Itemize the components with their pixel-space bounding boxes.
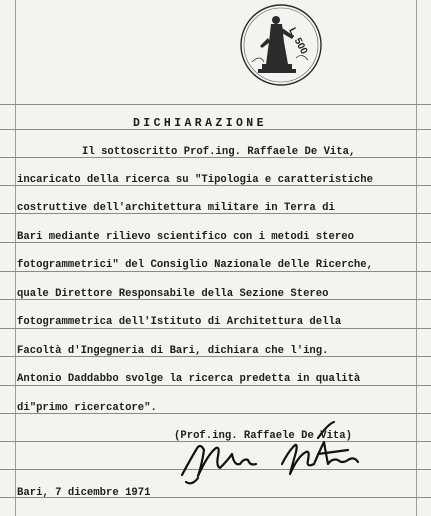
body-line: incaricato della ricerca su "Tipologia e caratteristiche — [17, 174, 374, 186]
body-line: quale Direttore Responsabile della Sezione Stereo — [17, 288, 329, 300]
document-title: DICHIARAZIONE — [133, 117, 267, 130]
body-line: Antonio Daddabbo svolge la ricerca predetta in qualità — [17, 373, 361, 385]
ruled-line — [0, 328, 431, 329]
body-line: Il sottoscritto Prof.ing. Raffaele De Vita, — [82, 146, 356, 158]
ruled-line — [0, 385, 431, 386]
margin-rule-left — [15, 0, 16, 516]
body-line: fotogrammetrica dell'Istituto di Architettura della — [17, 316, 342, 328]
signer-name: (Prof.ing. Raffaele De Vita) — [174, 430, 353, 442]
place-date: Bari, 7 dicembre 1971 — [17, 487, 151, 499]
body-line: Facoltà d'Ingegneria di Bari, dichiara che l'ing. — [17, 345, 329, 357]
body-line: fotogrammetrici" del Consiglio Nazionale delle Ricerche, — [17, 259, 374, 271]
body-line: di"primo ricercatore". — [17, 402, 157, 414]
body-line: costruttive dell'architettura militare in Terra di — [17, 202, 335, 214]
margin-rule-right — [416, 0, 417, 516]
revenue-stamp-icon — [238, 2, 324, 88]
stamp-value-label: L. 500 — [286, 26, 310, 57]
ruled-line — [0, 271, 431, 272]
handwritten-signature — [178, 420, 368, 490]
ruled-line — [0, 104, 431, 105]
body-line: Bari mediante rilievo scientifico con i metodi stereo — [17, 231, 354, 243]
